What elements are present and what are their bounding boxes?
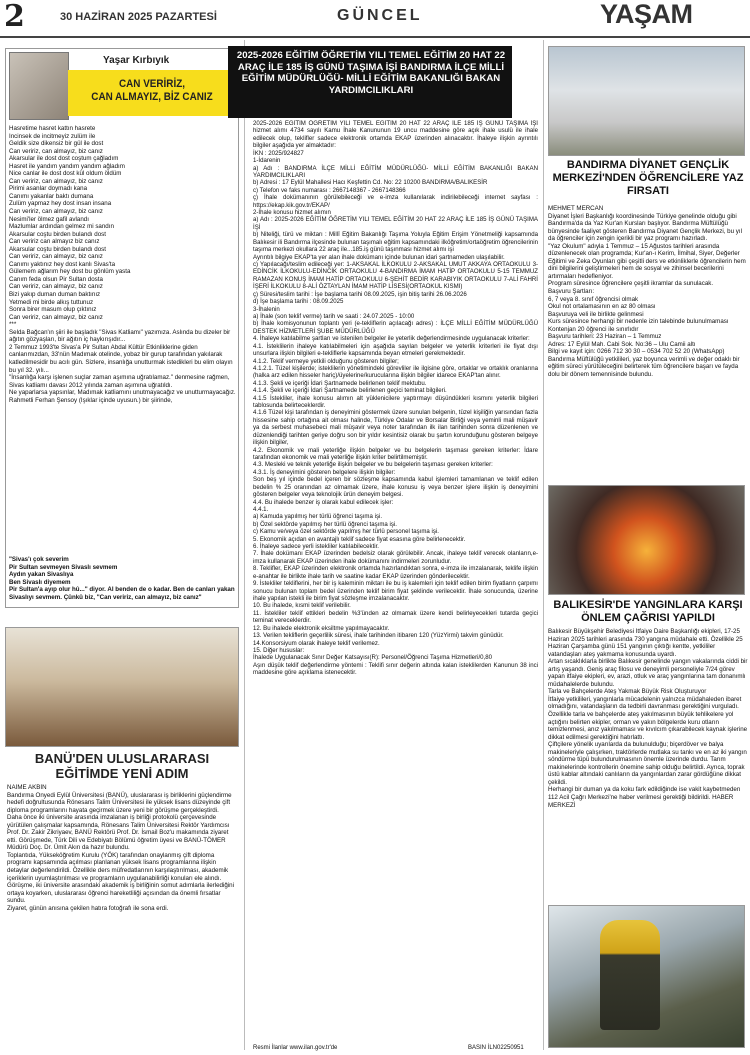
section-title: GÜNCEL — [337, 7, 423, 24]
column-divider — [543, 40, 544, 1050]
column-author: Yaşar Kırbıyık — [103, 55, 170, 66]
column-headline — [68, 70, 236, 116]
firefighter-figure — [600, 920, 660, 1030]
banu-meeting-photo — [5, 627, 239, 747]
issue-date: 30 HAZİRAN 2025 PAZARTESİ — [60, 11, 217, 23]
column-closing: "Sivas'ı çok severim Pir Sultan sevmeyen Sivaslı sevmem Aydın yakan Sivaslıya Ben Sivaslı diyemem Pir Sultan'a ayıp olur hû..." diyor. Al benden de o kadar. Ben de canları yakan Sivaslıyı sevmem. Çünkü biz, "Can veririz, can almayız, biz canız" — [9, 556, 235, 601]
column-headline-line2: CAN ALMAYIZ, BİZ CANIZ — [91, 91, 213, 103]
column-headline-line1: CAN VERİRİZ, — [118, 78, 186, 90]
announcement-footer-left: Resmi İlanlar www.ilan.gov.tr'de — [253, 1045, 338, 1051]
column-body: Hasretime hasret kattın hasrete Incinsek de incitmeyiz zulüm ile Geldik size dikensiz bir gül ile dost Can veririz, can almayız, biz canız Akarsular ile dost dost coştum çağladım Hasret ile yandım yandım yandım ağladım Nice canlar ile dost dost kül oldum öldüm Can veririz, can almayız, biz canız Pirimi asanlar doymadı kana Canımı yakanlar baktı dumana Zulüm yapmaz hey dost insan insana Can veririz, can almayız, biz canız Nesimi'ler ölmez gafil avlandı Mazlumlar ardından gelmez mi sandın Akarsular coştu birden bulandı dost Can veririz can almayız biz canız Akarsular coştu birden bulandı dost Can veririz, can almayız, biz canız Canımı yaktınız hey dost kanlı Sivas'ta Gülemem ağlarım hey dost bu gönlüm yasta Canım feda olsun Pir Sultan dosta Can veririz, can almayız, biz canız Bizi yakıp duman duman baktınız Yetmedi mi birde alkış tuttunuz Sonra birer masum olup çıktınız Can veririz, can almayız, biz canız *** Selda Bağcan'ın şiiri ile başladık "Sivas Katliamı" yazımıza. Aslında bu dizeler bir ağıtın gözyaşları, bir ağıtın iç haykırışıdır... 2 Temmuz 1993'te Sivas'a Pir Sultan Abdal Kültür Etkinliklerine giden canlarımızdan, 33'nün Madımak otelinde, yobaz bir gurup tarafından yakılarak katledilmesidir bu acılı gün. Sizlere, insanlığa unutturmak istedikleri bu elim olayın bu yıl 32. yılı... "İnsanlığa karşı işlenen suçlar zaman aşımına uğratılamaz." denmesine rağmen, Sivas katliamı davası 2012 yılında zaman aşımına uğratıldı. Ne yaparlarsa yapsınlar, Madımak katliamını unutmayacağız ve unutturmayacağız. Rahmetli Ferhan Şensoy (Işıklar içinde uyusun.) bir şiirinde, — [9, 125, 236, 404]
page-number: 2 — [4, 0, 25, 34]
fire-headline: BALIKESİR'DE YANGINLARA KARŞI ÖNLEM ÇAĞRISI YAPILDI — [553, 599, 743, 624]
banu-body: NAİME AKBİN Bandırma Onyedi Eylül Üniversitesi (BANÜ), uluslararası iş birliklerini güçlendirme hedefi doğrultusunda Rönesans Talim Üniversitesi ile yüksek lisans düzeyinde çift diploma programlarını hayata geçirmek üzere yeni bir görüşme gerçekleştirdi. Daha önce iki üniversite arasında imzalanan iş birliği protokolü çerçevesinde yürütülen çalışmalar kapsamında, Rönesans Talim Üniversitesi Rektör Yardımcısı Prof. Dr. Zakir Zikriyaev, BANÜ Rektörü Prof. Dr. İsmail Boz'u makamında ziyaret etti. Görüşmede, Türk Dili ve Edebiyatı Bölümü öğretim üyesi ve BANÜ-TÖMER Müdürü Doç. Dr. Ümit Akın da hazır bulundu. Toplantıda, Yükseköğretim Kurulu (YÖK) tarafından onaylanmış çift diploma programı kapsamında açılması planlanan yüksek lisans programlarına ilişkin detaylar değerlendirildi. Özellikle ders müfredatlarının karşılaştırılması, akademik içeriklerin uyumlaştırılması ve programların uygulanabilirliği konuları ele alındı. Görüşme, iki üniversite arasındaki akademik iş birliğinin somut adımlarla ilerlediğini ortaya koyarken, uluslararası öğrenci hareketliliği açısından da önemli fırsatlar sundu. Ziyaret, günün anısına çekilen hatıra fotoğrafı ile sona erdi. — [7, 784, 234, 912]
newspaper-logo: YAŞAM — [600, 0, 693, 29]
announcement-title: 2025-2026 EĞİTİM ÖĞRETİM YILI TEMEL EĞİTİM 20 HAT 22 ARAÇ İLE 185 İŞ GÜNÜ TAŞIMA İŞİ BANDIRMA İLÇE MİLLİ EĞİTİM MÜDÜRLÜĞÜ- MİLLİ EĞİTİM BAKANLIĞI BAKAN YARDIMCILIKLARI — [236, 50, 506, 96]
diyanet-body: MEHMET MERCAN Diyanet İşleri Başkanlığı koordinesinde Türkiye genelinde olduğu gibi Bandırma'da da Yaz Kur'an Kursları başlıyor. Bandırma Müftülüğü bünyesinde faaliyet gösteren Bandırma Diyanet Gençlik Merkezi, bu yıl da öğrenciler için zengin içerikli bir yaz programı hazırladı. "Yaz Okulum" adıyla 1 Temmuz – 15 Ağustos tarihleri arasında düzenlenecek olan programda; Kur'an-ı Kerim, İlmihal, Siyer, Değerler Eğitimi ve Zeka Oyunları gibi çeşitli ders ve etkinliklerle öğrencilerin hem dini bilgilerini geliştirmeleri hem de sosyal ve zihinsel becerilerini artırmaları hedefleniyor. Program süresince öğrencilere çeşitli ikramlar da sunulacak. Başvuru Şartları: 6, 7 veya 8. sınıf öğrencisi olmak Okul not ortalamasının en az 80 olması Başvuruya veli ile birlikte gelinmesi Kurs süresince herhangi bir nedenle izin talebinde bulunulmaması Kontenjan 20 öğrenci ile sınırlıdır Başvuru tarihleri: 23 Haziran – 1 Temmuz Adres: 17 Eylül Mah. Cabi Sok. No:36 – Ulu Camii altı Bilgi ve kayıt için: 0266 712 30 30 – 0534 702 52 20 (WhatsApp) Bandırma Müftülüğü yetkilileri, yaz boyunca verimli ve değer odaklı bir eğitim süreci yürütüleceğini belirterek tüm öğrencilere başarı ve fayda dolu bir dönem temennisinde bulundu. — [548, 205, 746, 379]
announcement-footer-right: BASIN İLN02250951 — [468, 1045, 524, 1051]
mosque-photo — [548, 46, 745, 156]
author-portrait — [9, 52, 69, 120]
fire-body: Balıkesir Büyükşehir Belediyesi İtfaiye Daire Başkanlığı ekipleri, 17-25 Haziran 2025 tarihleri arasında 730 yangına müdahale etti. Özellikle 25 Haziran Çarşamba günü 151 yangının çıktığı kentte, yetkililer vatandaşları ateş yakmama konusunda uyardı. Artan sıcaklıklarla birlikte Balıkesir genelinde yangın vakalarında ciddi bir artış yaşandı. Geniş araç filosu ve deneyimli personeliyle 7/24 görev yapan itfaiye ekipleri, ev, arazi, otluk ve araç yangınlarına tam donanımlı müdahalelerde bulundu. Tarla ve Bahçelerde Ateş Yakmak Büyük Risk Oluşturuyor İtfaiye yetkilileri, yangınlarla mücadelenin yalnızca müdahaleden ibaret olmadığını, vatandaşların da tedbirli davranması gerektiğini vurguladı. Özellikle tarla ve bahçelerde ateş yakılmasının büyük tehlikelere yol açtığını belirten ekipler, orman ve yakın bölgelerde kuru otların temizlenmesi, anız yakılmaması ve kıvılcım çıkarabilecek kaynak işlerine dikkat edilmesi gerektiğini hatırlattı. Çiftçilere yönelik uyarılarda da bulunulduğu; biçerdöver ve balya makineleriyle çalışırken, traktörlerde mutlaka su tankı ve en az iki yangın söndürme tüpü bulundurulmasının önemle üzerinde durdu. Tarım makinelerinde kontrollerin önemine sahip olduğu belirtildi. Ayrıca, toprak üstü kablar altındaki canlıların da yangınlardan zarar gördüğüne dikkat çekildi. Herhangi bir duman ya da koku fark edildiğinde ise vakit kaybetmeden 112 Acil Çağrı Merkezi'ne haber verilmesi gerektiği bildirildi. HABER MERKEZİ — [548, 628, 748, 809]
announcement-body: 2025-2026 EĞİTİM ÖĞRETİM YILI TEMEL EĞİTİM 20 HAT 22 ARAÇ İLE 185 İŞ GÜNÜ TAŞIMA İŞİ hizmet alımı 4734 sayılı Kamu İhale Kanununun 19 uncu maddesine göre açık ihale usulü ile ihale edilecek olup, teklifler sadece elektronik ortamda EKAP üzerinden alınacaktır. İhaleye ilişkin ayrıntılı bilgiler aşağıda yer almaktadır: İKN : 2025/924827 1-İdarenin a) Adı : BANDIRMA İLÇE MİLLİ EĞİTİM MÜDÜRLÜĞÜ- MİLLİ EĞİTİM BAKANLIĞI BAKAN YARDIMCILIKLARI b) Adresi : 17 Eylül Mahallesi Hacı Keşfettin Cd. No: 22 10200 BANDIRMA/BALIKESİR c) Telefon ve faks numarası : 2667148367 - 2667148366 ç) İhale dokümanının görülebileceği ve e-imza kullanılarak indirilebileceği internet sayfası : https://ekap.kik.gov.tr/EKAP/ 2-İhale konusu hizmet alımın a) Adı : 2025-2026 EĞİTİM ÖĞRETİM YILI TEMEL EĞİTİM 20 HAT 22 ARAÇ İLE 185 İŞ GÜNÜ TAŞIMA İŞİ b) Niteliği, türü ve miktarı : Millî Eğitim Bakanlığı Taşıma Yoluyla Eğitim Erişim Yönetmeliği kapsamında Balıkesir ili Bandırma ilçesinde bulunan taşımalı eğitim kapsamındaki ilköğretim/ortaöğretim öğrencilerinin taşıma merkezi okullara 22 araç ile...185.iş günü taşınması hizmet alımı işi Ayrıntılı bilgiye EKAP'ta yer alan ihale dokümanı içinde bulunan idari şartnameden ulaşılabilir. c) Yapılacağı/teslim edileceği yer: 1-AKSAKAL İLKOKULU 2-AKSAKAL UMUT AKKAYA ORTAOKULU 3-EDİNCİK İLKOKULU-EDİNCİK ORTAOKULU 4-BANDIRMA İMAM HATİP ORTAOKULU 5-15 TEMMUZ RAMAZAN KONUŞ İMAM HATİP ORTAOKULU 6-ŞEHİT BEDİR KARABIYIK ORTAOKULU 7-ALİ FAHRİ İŞERİ İLKOKULU 8-ALİ ÖZTAYLAN İMAM HATİP LİSESİ(ORTAOKUL KISMI) ç) Süresi/teslim tarihi : İşe başlama tarihi 08.09.2025, işin bitiş tarihi 26.06.2026 d) İşe başlama tarihi : 08.09.2025 3-İhalenin a) İhale (son teklif verme) tarih ve saati : 24.07.2025 - 10:00 b) İhale komisyonunun toplantı yeri (e-tekliflerin açılacağı adres) : İLÇE MİLLİ EĞİTİM MÜDÜRLÜĞÜ DESTEK HİZMETLERİ ŞUBE MÜDÜRLÜĞÜ 4. İhaleye katılabilme şartları ve istenilen belgeler ile yeterlik değerlendirmesinde uygulanacak kriterler: 4.1. İsteklilerin ihaleye katılabilmeleri için aşağıda sayılan belgeler ve yeterlik kriterleri ile fiyat dışı unsurlara ilişkin bilgileri e-tekliflerle kapsamında beyan etmeleri gerekmektedir. 4.1.2. Teklif vermeye yetkili olduğunu gösteren bilgiler; 4.1.2.1. Tüzel kişilerde; isteklilerin yönetimindeki görevliler ile ilgisine göre, ortaklar ve ortaklık oranlarına (halka arz edilen hisseler hariç)/üyelerine/kurucularına ilişkin bilgiler idarece EKAP'tan alınır. 4.1.3. Şekli ve içeriği İdari Şartnamede belirlenen teklif mektubu. 4.1.4. Şekli ve içeriği İdari Şartnamede belirlenen geçici teminat bilgileri. 4.1.5 İstekliler, ihale konusu alımın alt yüklenicilere yaptırmayı düşündükleri kısmını yeterlik bilgileri tablosunda belirteceklerdir. 4.1.6 Tüzel kişi tarafından iş deneyimini göstermek üzere sunulan belgenin, tüzel kişiliğin yarısından fazla hissesine sahip ortağına ait olması halinde, Türkiye Odalar ve Borsalar Birliği veya yeminli mali müşavir ya da serbest muhasebeci mali müşavir veya noter tarafından ilk ilan tarihinden sonra düzenlenen ve düzenlendiği tarihten geriye doğru son bir yıldır kesintisiz olarak bu şartın korunduğunu gösteren belgeye ilişkin bilgiler, 4.2. Ekonomik ve mali yeterliğe ilişkin belgeler ve bu belgelerin taşıması gereken kriterler: İdare tarafından ekonomik ve mali yeterliğe ilişkin kriter belirtilmemiştir. 4.3. Mesleki ve teknik yeterliğe ilişkin belgeler ve bu belgelerin taşıması gereken kriterler: 4.3.1. İş deneyimini gösteren belgelere ilişkin bilgiler: Son beş yıl içinde bedel içeren bir sözleşme kapsamında kabul işlemleri tamamlanan ve teklif edilen bedelin % 25 oranından az olmamak üzere, ihale konusu iş veya benzer işlere ilişkin iş deneyimini gösteren belgeler veya teknolojik ürün deneyim belgesi. 4.4. Bu ihalede benzer iş olarak kabul edilecek işler: 4.4.1. a) Kamuda yapılmış her türlü öğrenci taşıma işi. b) Özel sektörde yapılmış her türlü öğrenci taşıma işi. c) Kamu ve/veya özel sektörde yapılmış her türlü personel taşıma işi. 5. Ekonomik açıdan en avantajlı teklif sadece fiyat esasına göre belirlenecektir. 6. İhaleye sadece yerli istekliler katılabilecektir. 7. İhale dokümanı EKAP üzerinden bedelsiz olarak görülebilir. Ancak, ihaleye teklif verecek olanların,e-imza kullanarak EKAP üzerinden ihale dokümanını indirmeleri zorunludur. 8. Teklifler, EKAP üzerinden elektronik ortamda hazırlandıktan sonra, e-imza ile imzalanarak, teklife ilişkin e-anahtar ile birlikte ihale tarih ve saatine kadar EKAP üzerinden gönderilecektir. 9. İstekliler tekliflerini, her bir iş kaleminin miktarı ile bu iş kalemleri için teklif edilen birim fiyatların çarpımı sonucu bulunan toplam bedel üzerinden teklif birim fiyat şeklinde verilecektir. İhale sonucunda, üzerine ihale yapılan istekli ile birim fiyat sözleşme imzalanacaktır. 10. Bu ihalede, kısmi teklif verilebilir. 11. İstekliler teklif ettikleri bedelin %3'ünden az olmamak üzere kendi belirleyecekleri tutarda geçici teminat vereceklerdir. 12. Bu ihalede elektronik eksiltme yapılmayacaktır. 13. Verilen tekliflerin geçerlilik süresi, ihale tarihinden itibaren 120 (YüzYirmi) takvim günüdür. 14.Konsorsiyum olarak ihaleye teklif verilemez. 15. Diğer hususlar: İhalede Uygulanacak Sınır Değer Katsayısı(R): Personel/Öğrenci Taşıma Hizmetleri/0,80 Aşırı düşük teklif değerlendirme yöntemi : Teklifi sınır değerin altında kalan isteklilerden Kanunun 38 inci maddesine göre açıklama istenecektir. — [253, 120, 538, 677]
banu-headline: BANÜ'DEN ULUSLARARASI EĞİTİMDE YENİ ADIM — [34, 751, 210, 781]
diyanet-headline: BANDIRMA DİYANET GENÇLİK MERKEZİ'NDEN ÖĞRENCİLERE YAZ FIRSATI — [552, 159, 744, 197]
header-rule — [0, 36, 750, 38]
column-divider — [244, 40, 245, 1050]
fire-photo — [548, 485, 745, 595]
